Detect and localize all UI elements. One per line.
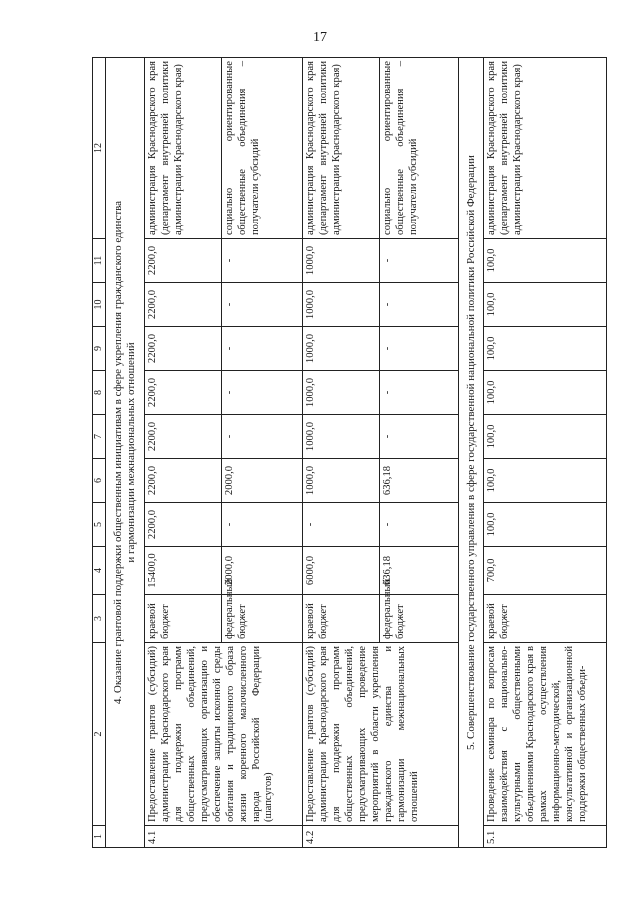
column-number: 8 <box>93 371 106 415</box>
column-number: 3 <box>93 595 106 643</box>
executor: администрация Краснодарского края (департамент внутренней политики администрации Краснодарского края) <box>303 58 380 239</box>
row-number: 5.1 <box>484 826 607 848</box>
total-value: 700,0 <box>484 547 607 595</box>
section-heading-row <box>106 58 145 848</box>
year-value: 636,18 <box>380 459 459 503</box>
year-value: 100,0 <box>484 371 607 415</box>
page-number: 17 <box>313 30 327 45</box>
year-value: 100,0 <box>484 415 607 459</box>
year-value: - <box>222 415 303 459</box>
year-value: - <box>222 283 303 327</box>
year-value: 1000,0 <box>303 415 380 459</box>
table-row <box>484 58 607 848</box>
year-value: - <box>380 239 459 283</box>
column-number: 7 <box>93 415 106 459</box>
year-value: 2200,0 <box>145 239 222 283</box>
year-value: 2000,0 <box>222 459 303 503</box>
column-number-row <box>93 58 106 848</box>
row-description: Предоставление грантов (субсидий) администрации Краснодарского края для поддержки программ общественных объединений, предусматривающих организацию и обеспечение защиты исконной среды обитания и традиционного образа жизни коренного малочисленного народа Российской Федерации (шапсугов) <box>145 643 303 826</box>
funding-source: краевой бюджет <box>484 595 607 643</box>
year-value: - <box>222 503 303 547</box>
column-number: 12 <box>93 58 106 239</box>
section-title-line: 5. Совершенствование государственного управления в сфере государственной национальной политики Российской Федерации <box>464 155 477 750</box>
funding-source: краевой бюджет <box>145 595 222 643</box>
budget-table <box>92 57 607 848</box>
year-value: 100,0 <box>484 459 607 503</box>
year-value: - <box>222 371 303 415</box>
row-description: Предоставление грантов (субсидий) администрации Краснодарского края для поддержки программ общественных объединений, предусматривающих проведение мероприятий в области укрепления гражданского единства и гармонизации межнациональных отношений <box>303 643 459 826</box>
year-value: 100,0 <box>484 327 607 371</box>
total-value: 6000,0 <box>303 547 380 595</box>
column-number: 9 <box>93 327 106 371</box>
year-value: - <box>380 327 459 371</box>
column-number: 1 <box>93 826 106 848</box>
year-value: - <box>380 503 459 547</box>
year-value: 1000,0 <box>303 239 380 283</box>
funding-source: федеральный бюджет <box>380 595 459 643</box>
year-value: - <box>222 239 303 283</box>
funding-source: федеральный бюджет <box>222 595 303 643</box>
table-row <box>145 58 222 848</box>
table-row <box>303 58 380 848</box>
executor: администрация Краснодарского края (департамент внутренней политики администрации Краснодарского края) <box>484 58 607 239</box>
year-value: - <box>380 283 459 327</box>
year-value: - <box>222 327 303 371</box>
column-number: 10 <box>93 283 106 327</box>
year-value: 2200,0 <box>145 459 222 503</box>
total-value: 2000,0 <box>222 547 303 595</box>
year-value: 1000,0 <box>303 371 380 415</box>
row-description: Проведение семинара по вопросам взаимодействия с национально-культурными общественными объединениями Краснодарского края в рамках осуществления информационно-методической, консультативной и организационной поддержки общественных объеди- <box>484 643 607 826</box>
total-value: 15400,0 <box>145 547 222 595</box>
column-number: 11 <box>93 239 106 283</box>
column-number: 5 <box>93 503 106 547</box>
year-value: 1000,0 <box>303 327 380 371</box>
funding-source: краевой бюджет <box>303 595 380 643</box>
rotated-table-wrapper <box>92 58 588 848</box>
year-value: 1000,0 <box>303 459 380 503</box>
row-number: 4.2 <box>303 826 459 848</box>
executor: социально ориентированные общественные объединения – получатели субсидий <box>222 58 303 239</box>
column-number: 2 <box>93 643 106 826</box>
year-value: 100,0 <box>484 283 607 327</box>
year-value: - <box>380 415 459 459</box>
section-heading <box>106 58 145 848</box>
year-value: 2200,0 <box>145 371 222 415</box>
year-value: 2200,0 <box>145 415 222 459</box>
year-value: - <box>303 503 380 547</box>
year-value: - <box>380 371 459 415</box>
row-number: 4.1 <box>145 826 303 848</box>
total-value: 636,18 <box>380 547 459 595</box>
year-value: 2200,0 <box>145 283 222 327</box>
section-title-line: и гармонизации межнациональных отношений <box>125 342 138 563</box>
year-value: 100,0 <box>484 503 607 547</box>
section-heading-row <box>459 58 484 848</box>
section-title-line: 4. Оказание грантовой поддержки общественным инициативам в сфере укрепления гражданского единства <box>112 200 124 705</box>
year-value: 2200,0 <box>145 503 222 547</box>
year-value: 100,0 <box>484 239 607 283</box>
executor: социально ориентированные общественные объединения – получатели субсидий <box>380 58 459 239</box>
year-value: 1000,0 <box>303 283 380 327</box>
section-heading <box>459 58 484 848</box>
executor: администрация Краснодарского края (департамент внутренней политики администрации Краснодарского края) <box>145 58 222 239</box>
column-number: 4 <box>93 547 106 595</box>
column-number: 6 <box>93 459 106 503</box>
year-value: 2200,0 <box>145 327 222 371</box>
table-stage <box>92 58 588 848</box>
